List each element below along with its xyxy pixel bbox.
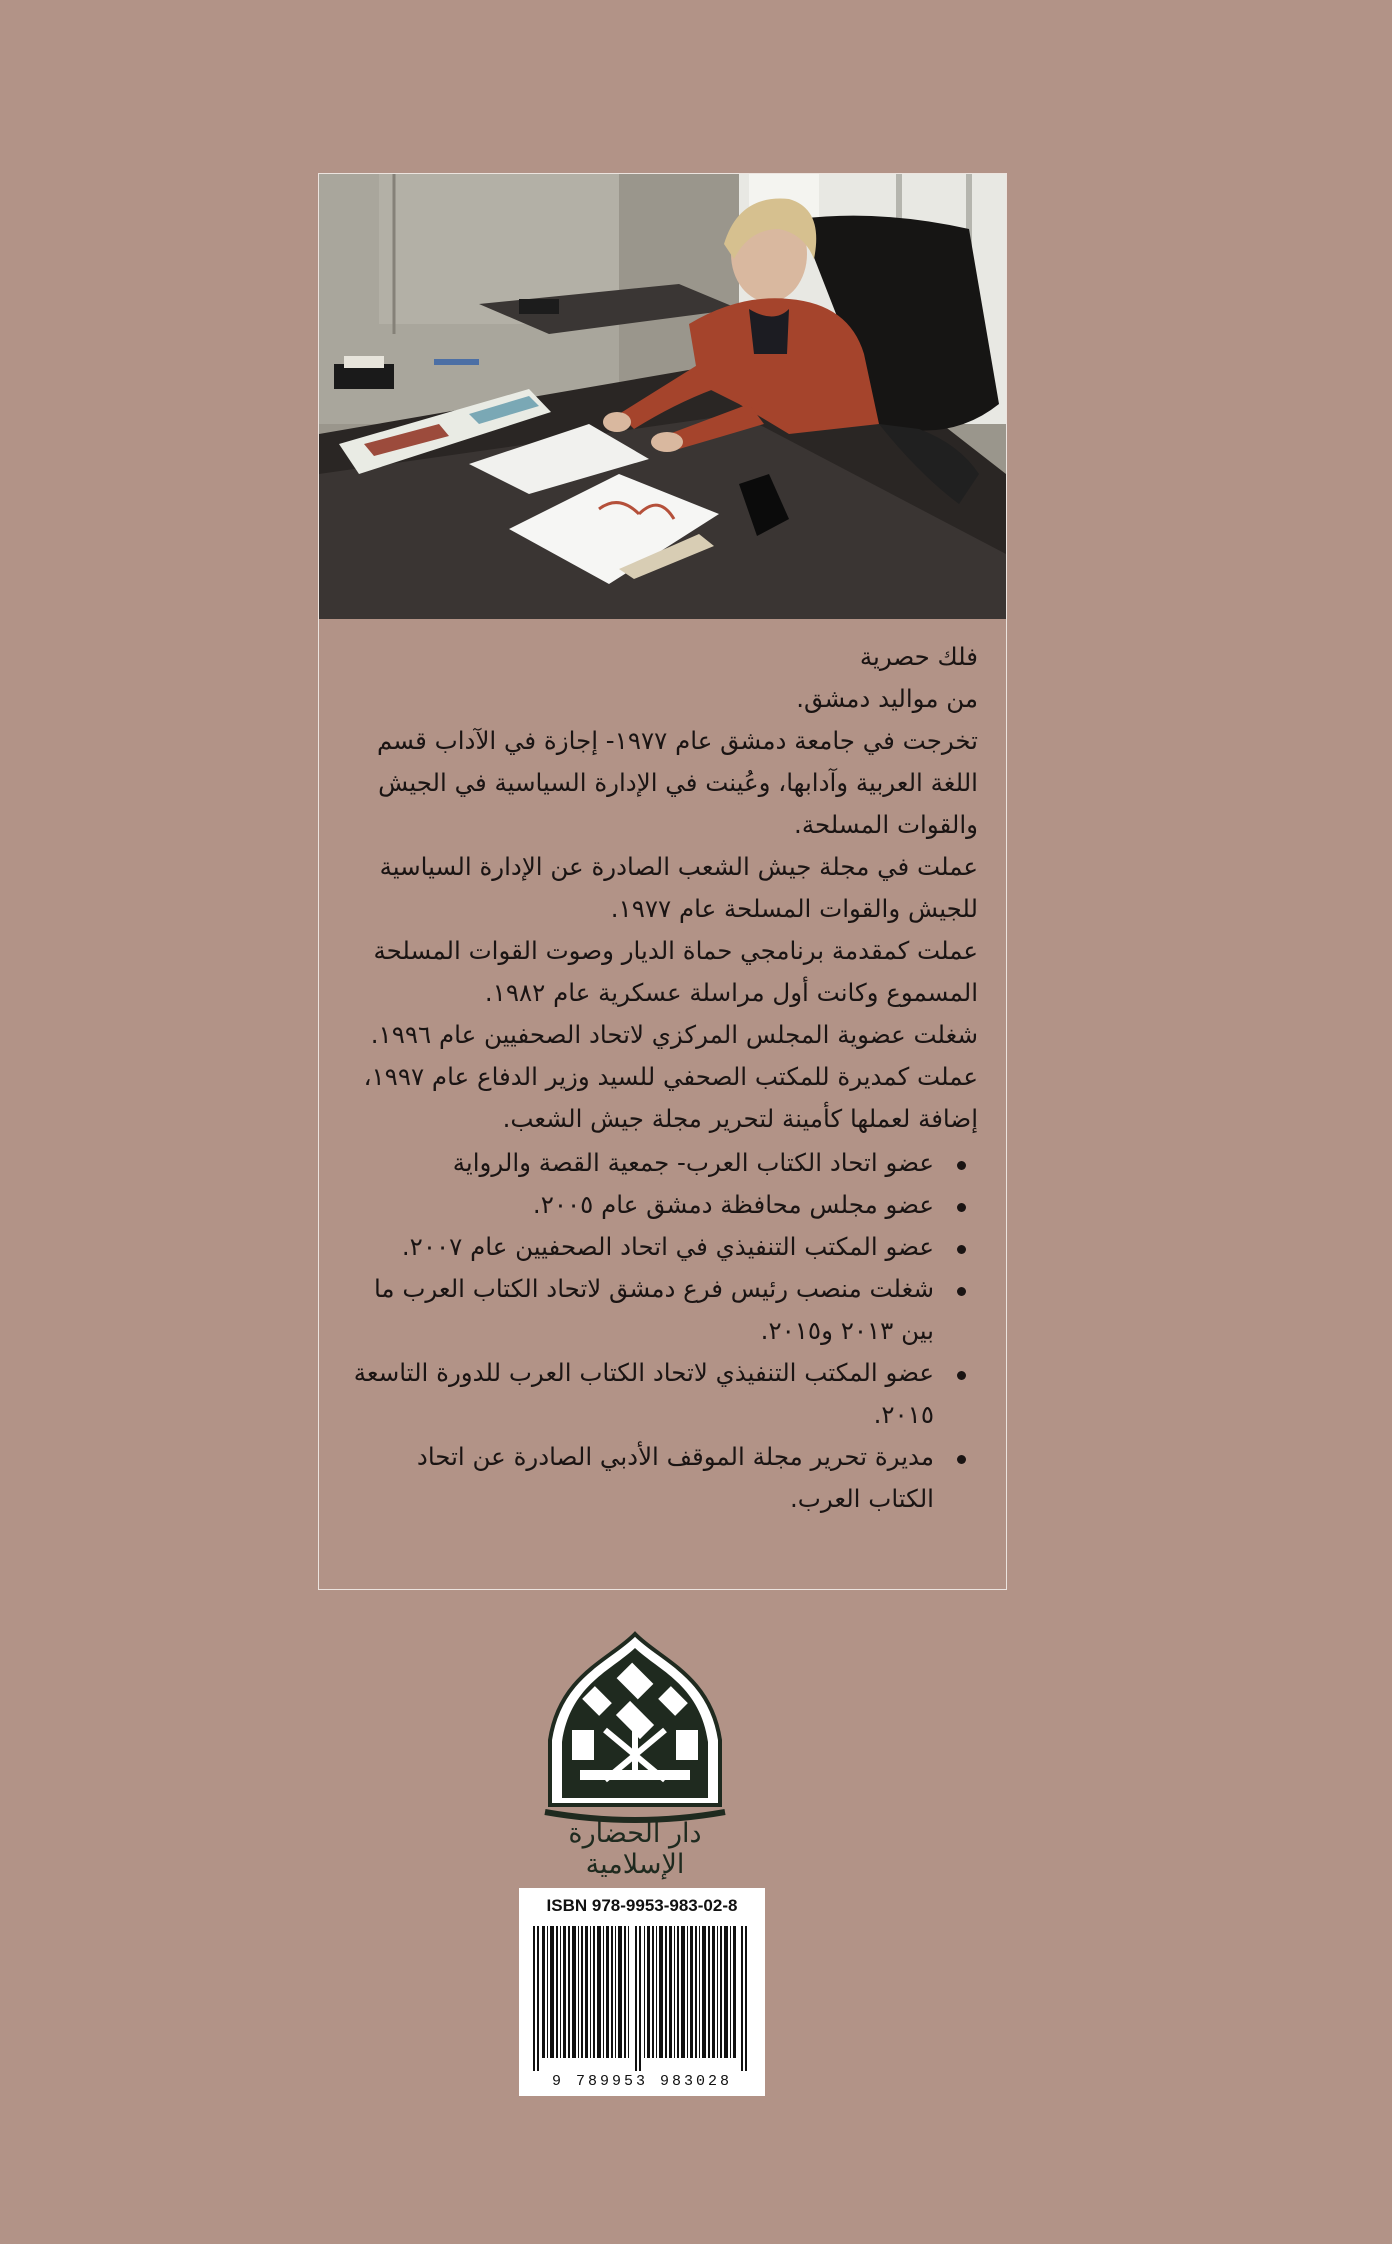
author-bio: [347, 636, 978, 1520]
author-name: فلك حصرية: [859, 642, 978, 671]
bio-paragraph: تخرجت في جامعة دمشق عام ١٩٧٧- إجازة في الآداب قسم اللغة العربية وآدابها، وعُينت في الإدارة السياسية في الجيش والقوات المسلحة.: [377, 726, 978, 839]
bio-bullet: عضو المكتب التنفيذي في اتحاد الصحفيين عام ٢٠٠٧.: [347, 1226, 934, 1268]
bio-paragraph: من مواليد دمشق.: [796, 684, 978, 713]
author-photo: [319, 174, 1006, 619]
back-cover-panel: [318, 173, 1007, 1590]
barcode: [531, 1926, 753, 2071]
bio-bullet: مديرة تحرير مجلة الموقف الأدبي الصادرة عن اتحاد الكتاب العرب.: [347, 1436, 934, 1520]
isbn-barcode-box: [519, 1888, 765, 2096]
isbn-label: ISBN 978-9953-983-02-8: [546, 1896, 738, 1915]
bio-paragraph: عملت في مجلة جيش الشعب الصادرة عن الإدارة السياسية للجيش والقوات المسلحة عام ١٩٧٧.: [379, 852, 978, 923]
publisher-name: دار الحضارة الإسلامية: [568, 1818, 702, 1880]
bio-bullet: عضو المكتب التنفيذي لاتحاد الكتاب العرب للدورة التاسعة ٢٠١٥.: [347, 1352, 934, 1436]
bio-paragraph: شغلت عضوية المجلس المركزي لاتحاد الصحفيين عام ١٩٩٦.: [370, 1020, 978, 1049]
bio-bullet: عضو مجلس محافظة دمشق عام ٢٠٠٥.: [347, 1184, 934, 1226]
bio-bullet-list: [347, 1142, 978, 1520]
bio-paragraph: عملت كمقدمة برنامجي حماة الديار وصوت القوات المسلحة المسموع وكانت أول مراسلة عسكرية عام ١٩٨٢.: [373, 936, 978, 1007]
bio-bullet: عضو اتحاد الكتاب العرب- جمعية القصة والرواية: [347, 1142, 934, 1184]
bio-paragraph: عملت كمديرة للمكتب الصحفي للسيد وزير الدفاع عام ١٩٩٧، إضافة لعملها كأمينة لتحرير مجلة جيش الشعب.: [363, 1062, 978, 1133]
bio-bullet: شغلت منصب رئيس فرع دمشق لاتحاد الكتاب العرب ما بين ٢٠١٣ و٢٠١٥.: [347, 1268, 934, 1352]
barcode-digits: 9 789953 983028: [551, 2073, 733, 2090]
